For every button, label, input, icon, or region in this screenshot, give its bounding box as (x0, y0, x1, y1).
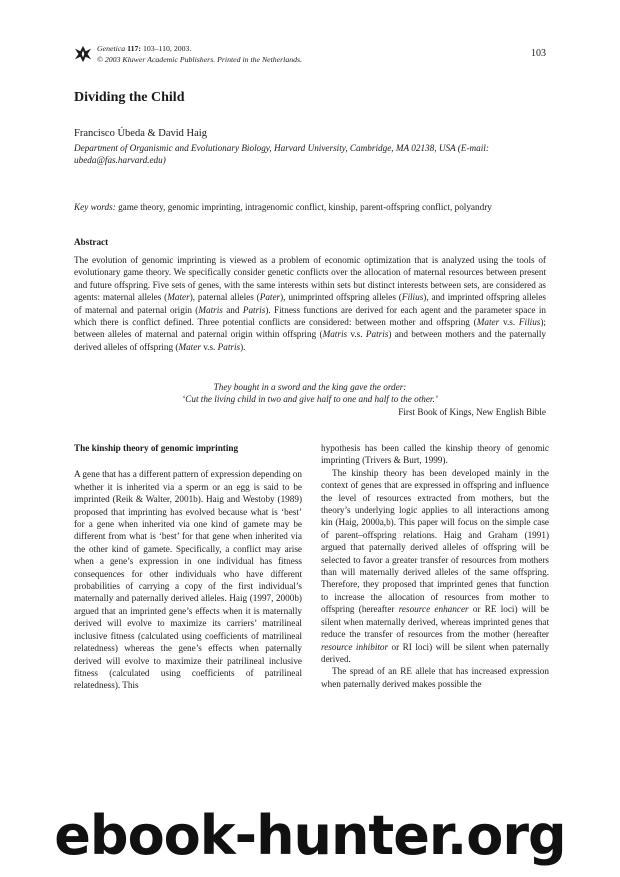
watermark-text: ebook-hunter.org (54, 804, 566, 867)
body-column-left (74, 442, 302, 692)
journal-volume: 117: (127, 44, 141, 53)
journal-citation (97, 44, 302, 65)
article-title: Dividing the Child (74, 90, 185, 105)
journal-name: Genetica (97, 44, 126, 53)
body-paragraph: hypothesis has been called the kinship theory of genomic imprinting (Trivers & Burt, 1999). (321, 443, 549, 466)
copyright-line: © 2003 Kluwer Academic Publishers. Printed in the Netherlands. (97, 54, 303, 64)
abstract-text: The evolution of genomic imprinting is viewed as a problem of economic optimization that is analyzed using the tools of evolutionary game theory. We specifically consider genetic conflicts over the allocation of maternal resources between present and future offspring. Five sets of genes, with the same interests within sets but distinct interests between sets, are considered as agents: maternal alleles (Mater), paternal alleles (Pater), unimprinted offspring alleles (Filius), and imprinted offspring alleles of maternal and paternal origin (Matris and Patris). Fitness functions are derived for each agent and the parameter space in which there is conflict defined. Three potential conflicts are considered: between mother and offspring (Mater v.s. Filius); between alleles of maternal and paternal origin within offspring (Matris v.s. Patris) and between mothers and the paternally derived alleles of offspring (Mater v.s. Patris). (74, 255, 546, 352)
epigraph-line-1: They bought in a sword and the king gave the order: (213, 382, 407, 392)
journal-pages: 103–110, 2003. (142, 44, 192, 53)
epigraph-source: First Book of Kings, New English Bible (398, 406, 546, 417)
body-paragraph: A gene that has a different pattern of expression depending on whether it is inherited via a sperm or an egg is said to be imprinted (Reik & Walter, 2001b). Haig and Westoby (1989) proposed that imprinting has evolved because what is ‘best’ for a gene when inherited via one kind of gamete may be different from what is ‘best’ for that gene when inherited via the other kind of gamete. Specifically, a conflict may arise when a gene’s expression in one individual has fitness consequences for other individuals who have different probabilities of carrying a copy of the first individual’s maternally and paternally derived alleles. Haig (1997, 2000b) argued that an imprinted gene’s effects when it is maternally derived will evolve to maximize its carriers’ matrilineal inclusive fitness (calculated using coefficients of matrilineal relatedness) whereas the gene’s effects when paternally derived will evolve to maximize their patrilineal inclusive fitness (calculated using coefficients of patrilineal relatedness). This (74, 469, 302, 691)
body-paragraph: The kinship theory has been developed mainly in the context of genes that are expressed in offspring and influence the level of resources extracted from mothers, but the theory’s underlying logic applies to all interactions among kin (Haig, 2000a,b). This paper will focus on the simple case of parent–offspring relations. Haig and Graham (1991) argued that paternally derived alleles of offspring will be selected to favor a greater transfer of resources from mothers than will maternally derived alleles of the same offspring. Therefore, they proposed that imprinted genes that function to increase the allocation of resources from mother to offspring (hereafter resource enhancer or RE loci) will be silent when maternally derived, whereas imprinted genes that reduce the transfer of resources from the mother (hereafter resource inhibitor or RI loci) will be silent when paternally derived. (321, 467, 549, 664)
keywords-label: Key words: (74, 202, 116, 212)
keywords-list: game theory, genomic imprinting, intragenomic conflict, kinship, parent-offspring conflict, polyandry (118, 202, 492, 212)
body-paragraph: The spread of an RE allele that has increased expression when paternally derived makes possible the (321, 666, 549, 689)
page-number: 103 (531, 48, 546, 59)
keywords (74, 201, 546, 213)
publisher-logo-icon (74, 45, 92, 63)
abstract-heading: Abstract (74, 237, 109, 247)
article-authors: Francisco Úbeda & David Haig (74, 128, 207, 139)
epigraph (74, 381, 546, 418)
author-affiliation: Department of Organismic and Evolutionary Biology, Harvard University, Cambridge, MA 02138, USA (E-mail: ubeda@fas.harvard.edu) (74, 143, 489, 165)
epigraph-line-2: ‘Cut the living child in two and give half to one and half to the other.’ (182, 394, 438, 405)
section-heading: The kinship theory of genomic imprinting (74, 443, 239, 453)
body-column-right (321, 442, 549, 690)
